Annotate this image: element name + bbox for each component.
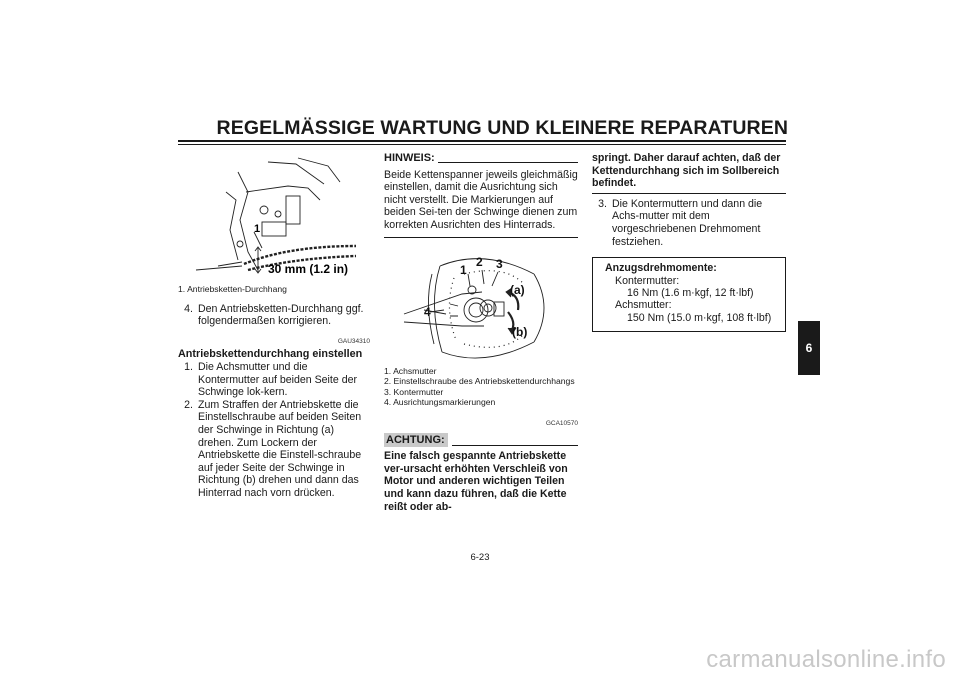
section-heading: Antriebskettendurchhang einstellen <box>178 348 363 361</box>
list-item <box>592 198 786 248</box>
chain-slack-figure <box>178 152 370 278</box>
axle-adjuster-illustration <box>384 244 578 364</box>
column-right <box>592 152 786 332</box>
header-rule <box>178 140 786 142</box>
step-number: 4. <box>184 302 193 315</box>
measure-label: 30 mm (1.2 in) <box>268 262 349 276</box>
caption-item: 4. Ausrichtungsmarkierungen <box>384 397 496 408</box>
torque-locknut-value: 16 Nm (1.6 m·kgf, 12 ft·lbf) <box>627 286 754 299</box>
caution-label: ACHTUNG: <box>384 433 448 448</box>
callout-4: 4 <box>424 304 431 319</box>
note-rule <box>438 162 578 163</box>
step-text: Die Kontermuttern und dann die Achs-mutter mit dem vorgeschriebenen Drehmoment festziehen. <box>612 197 763 248</box>
torque-title: Anzugsdrehmomente: <box>605 262 717 275</box>
list-item <box>178 303 370 328</box>
step-number: 1. <box>184 360 193 373</box>
chapter-tab[interactable]: 6 <box>798 321 820 375</box>
column-left <box>178 152 370 500</box>
callout-1: 1 <box>254 223 261 235</box>
header-rule-thin <box>178 144 786 145</box>
torque-axlenut-value: 150 Nm (15.0 m·kgf, 108 ft·lbf) <box>627 311 772 324</box>
note-label: HINWEIS: <box>384 152 435 164</box>
column-middle <box>384 152 578 513</box>
caution-end-rule <box>592 193 786 194</box>
caution-text: Eine falsch gespannte Antriebskette ver-ursacht erhöhten Verschleiß von Motor und anderen wichtigen Teilen und kann dazu führen, daß die Kette reißt oder ab- <box>384 450 568 513</box>
figure1-caption <box>178 284 370 295</box>
caption-item: 1. Achsmutter <box>384 365 437 376</box>
step-number: 3. <box>598 197 607 210</box>
note-end-rule <box>384 237 578 238</box>
step-list <box>178 361 370 500</box>
chain-slack-illustration <box>178 152 370 278</box>
caution-header <box>384 433 578 448</box>
torque-locknut-label: Kontermutter: <box>615 274 680 287</box>
doc-code: GAU34310 <box>337 337 370 345</box>
page-number: 6-23 <box>470 552 490 563</box>
callout-a: (a) <box>510 282 525 297</box>
callout-b: (b) <box>512 324 528 339</box>
step-number: 2. <box>184 398 193 411</box>
caption-item: 1. Antriebsketten-Durchhang <box>178 284 287 294</box>
callout-2: 2 <box>476 254 483 269</box>
watermark: carmanualsonline.info <box>706 646 946 673</box>
axle-adjuster-figure <box>384 244 578 364</box>
step-text: Zum Straffen der Antriebskette die Einstellschraube auf beiden Seiten der Schwinge in Richtung (a) drehen. Zum Lockern der Antriebskette die Einstell-schraube auf jeder Seite der Schwinge in Richtung (b) drehen und dann das Hinterrad nach vorn drücken. <box>198 398 362 499</box>
note-header <box>384 152 578 165</box>
callout-3: 3 <box>496 256 503 271</box>
step-text: Die Achsmutter und die Kontermutter auf beiden Seite der Schwinge lok-kern. <box>198 360 358 399</box>
caution-text-continued: springt. Daher darauf achten, daß der Kettendurchhang sich im Sollbereich befindet. <box>592 152 781 190</box>
list-item <box>178 399 370 500</box>
list-item <box>178 361 370 399</box>
caption-item: 2. Einstellschraube des Antriebskettendurchhangs <box>384 376 575 387</box>
caution-rule <box>452 445 578 446</box>
doc-code: GCA10570 <box>545 419 578 427</box>
step-list <box>592 198 786 248</box>
step-list-pre <box>178 303 370 328</box>
note-text: Beide Kettenspanner jeweils gleichmäßig einstellen, damit die Ausrichtung sich nicht verstellt. Die Markierungen auf beiden Sei-ten der Schwinge dienen zum korrekten Ausrichten des Hinterrads. <box>384 168 578 231</box>
callout-1: 1 <box>460 262 467 277</box>
figure2-caption <box>384 366 578 408</box>
page-title: REGELMÄSSIGE WARTUNG UND KLEINERE REPARATUREN <box>216 117 788 139</box>
step-text: Den Antriebsketten-Durchhang ggf. folgendermaßen korrigieren. <box>198 302 364 328</box>
torque-spec-box <box>592 257 786 332</box>
caption-item: 3. Kontermutter <box>384 386 444 397</box>
torque-axlenut-label: Achsmutter: <box>615 299 672 312</box>
